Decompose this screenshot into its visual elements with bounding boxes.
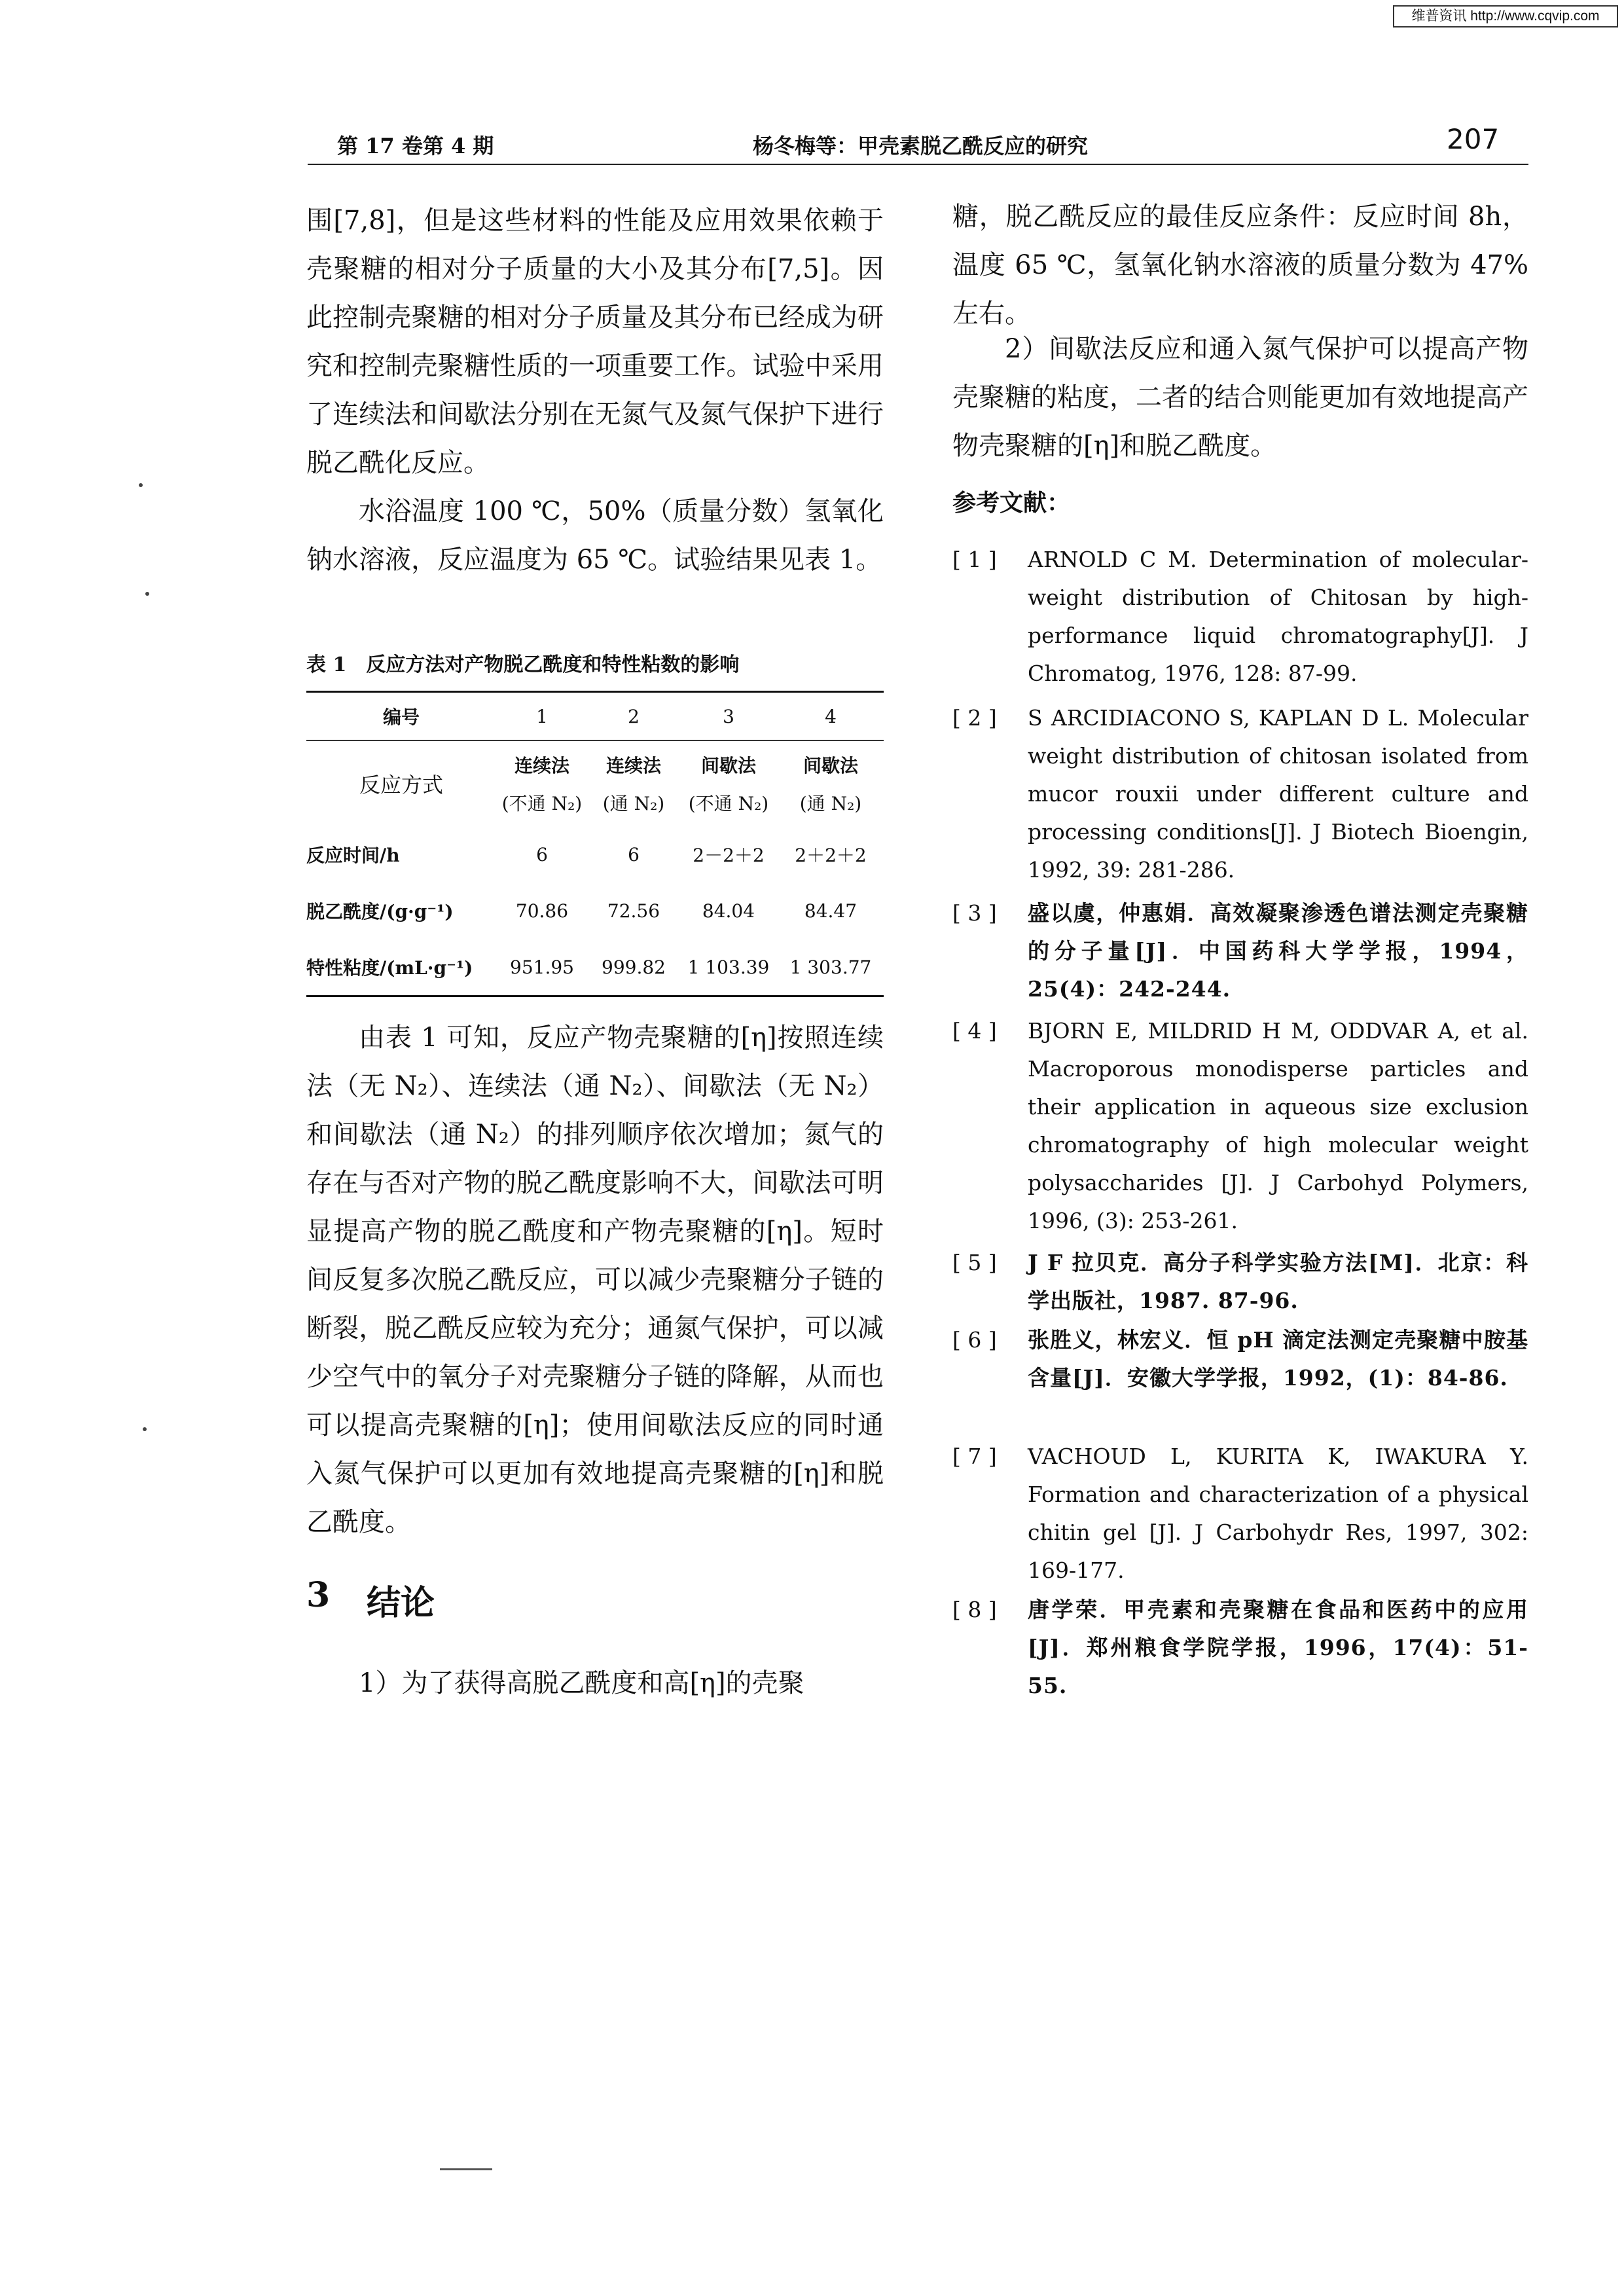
section-number: 3	[306, 1575, 331, 1615]
reference-number: [ 8 ]	[952, 1597, 997, 1622]
header-rule	[308, 164, 1528, 165]
reference-item	[952, 1244, 1528, 1320]
left-paragraph-2: 水浴温度 100 ℃，50%（质量分数）氢氧化钠水溶液，反应温度为 65 ℃。试验结果见表 1。	[306, 496, 884, 575]
table-cell: 951.95	[510, 956, 574, 978]
reference-item	[952, 1438, 1528, 1590]
reference-text: 盛以虞，仲惠娟．高效凝聚渗透色谱法测定壳聚糖的分子量[J]．中国药科大学学报，1994，25(4)：242-244.	[1028, 900, 1528, 1002]
table-cell: 2－2＋2	[693, 845, 765, 866]
scan-mark	[440, 2168, 492, 2170]
th-1: 1	[536, 705, 548, 727]
reference-number: [ 5 ]	[952, 1250, 997, 1275]
table-cell: 70.86	[515, 900, 569, 922]
reference-text: J F 拉贝克．高分子科学实验方法[M]．北京：科学出版社，1987. 87-96.	[1028, 1250, 1528, 1313]
scan-speck	[139, 483, 143, 487]
table-header-row	[306, 693, 884, 740]
table-cell: 1 303.77	[789, 956, 872, 978]
watermark-link[interactable]: 维普资讯 http://www.cqvip.com	[1393, 5, 1618, 27]
table-cell: 84.04	[702, 900, 755, 922]
reference-text: ARNOLD C M. Determination of molecular-weight distribution of Chitosan by high-performance liquid chromatography[J]. J Chromatog, 1976, 128: 87-99.	[1028, 547, 1528, 686]
reference-number: [ 1 ]	[952, 547, 997, 572]
table-cell: 6	[536, 843, 548, 866]
table-row	[306, 883, 884, 939]
journal-volume-issue: 第 17 卷第 4 期	[337, 134, 494, 158]
th-id: 编号	[382, 706, 420, 728]
section-title: 结论	[367, 1583, 435, 1623]
th-2: 2	[628, 705, 640, 727]
table-cell: 2＋2＋2	[795, 845, 867, 866]
row-label-method: 反应方式	[359, 773, 443, 797]
th-4: 4	[825, 705, 837, 727]
table-row	[306, 826, 884, 883]
table-cell: 1 103.39	[687, 956, 770, 978]
left-paragraph-1: 围[7,8]，但是这些材料的性能及应用效果依赖于壳聚糖的相对分子质量的大小及其分布[7,5]。因此控制壳聚糖的相对分子质量及其分布已经成为研究和控制壳聚糖性质的一项重要工作。试验中采用了连续法和间歇法分别在无氮气及氮气保护下进行脱乙酰化反应。	[306, 206, 884, 478]
table-cell: 间歇法 (不通 N₂)	[688, 755, 769, 814]
reference-item	[952, 1321, 1528, 1397]
reference-text: VACHOUD L, KURITA K, IWAKURA Y. Formation and characterization of a physical chitin gel [J]. J Carbohydr Res, 1997, 302: 169-177.	[1028, 1444, 1528, 1583]
table-1-title: 表 1 反应方法对产物脱乙酰度和特性粘数的影响	[306, 653, 740, 676]
reference-text: S ARCIDIACONO S, KAPLAN D L. Molecular weight distribution of chitosan isolated from mucor rouxii under different culture and processing conditions[J]. J Biotech Bioengin, 1992, 39: 281-286.	[1028, 705, 1528, 883]
table-row	[306, 939, 884, 995]
table-row	[306, 741, 884, 826]
table-1	[306, 691, 884, 997]
row-label-deacetylation: 脱乙酰度/(g·g⁻¹)	[306, 901, 454, 922]
reference-number: [ 7 ]	[952, 1444, 997, 1469]
reference-item	[952, 894, 1528, 1008]
reference-number: [ 4 ]	[952, 1018, 997, 1044]
table-cell: 72.56	[607, 900, 660, 922]
scan-speck	[143, 1427, 147, 1431]
reference-number: [ 3 ]	[952, 900, 997, 926]
reference-number: [ 2 ]	[952, 705, 997, 731]
running-title: 杨冬梅等：甲壳素脱乙酰反应的研究	[753, 134, 1089, 158]
reference-text: 唐学荣．甲壳素和壳聚糖在食品和医药中的应用[J]．郑州粮食学院学报，1996，17(4)：51-55.	[1028, 1597, 1528, 1698]
reference-text: 张胜义，林宏义．恒 pH 滴定法测定壳聚糖中胺基含量[J]．安徽大学学报，1992，(1)：84-86.	[1028, 1327, 1528, 1391]
reference-item	[952, 1591, 1528, 1705]
table-cell: 84.47	[804, 900, 857, 922]
reference-item	[952, 699, 1528, 889]
reference-item	[952, 541, 1528, 693]
table-cell: 999.82	[602, 956, 666, 978]
left-paragraph-4: 1）为了获得高脱乙酰度和高[η]的壳聚	[359, 1668, 804, 1698]
row-label-viscosity: 特性粘度/(mL·g⁻¹)	[306, 957, 473, 979]
right-paragraph-1: 糖，脱乙酰反应的最佳反应条件：反应时间 8h，温度 65 ℃，氢氧化钠水溶液的质量分数为 47%左右。	[952, 202, 1528, 329]
table-bottom-rule	[306, 995, 884, 997]
table-cell: 间歇法 (通 N₂)	[799, 755, 862, 814]
table-cell: 连续法 (不通 N₂)	[501, 755, 583, 814]
th-3: 3	[723, 705, 734, 727]
page-number: 207	[1447, 123, 1500, 155]
reference-text: BJORN E, MILDRID H M, ODDVAR A, et al. Macroporous monodisperse particles and their application in aqueous size exclusion chromatography of high molecular weight polysaccharides [J]. J Carbohyd Polymers, 1996, (3): 253-261.	[1028, 1018, 1528, 1233]
right-paragraph-2: 2）间歇法反应和通入氮气保护可以提高产物壳聚糖的粘度，二者的结合则能更加有效地提高产物壳聚糖的[η]和脱乙酰度。	[952, 334, 1528, 461]
table-cell: 连续法 (通 N₂)	[602, 755, 665, 814]
reference-item	[952, 1012, 1528, 1240]
table-cell: 6	[628, 843, 640, 866]
scan-speck	[145, 592, 149, 596]
reference-number: [ 6 ]	[952, 1327, 997, 1353]
references-heading: 参考文献：	[952, 489, 1071, 517]
left-paragraph-3: 由表 1 可知，反应产物壳聚糖的[η]按照连续法（无 N₂）、连续法（通 N₂）、间歇法（无 N₂）和间歇法（通 N₂）的排列顺序依次增加；氮气的存在与否对产物的脱乙酰度影响不大，间歇法可明显提高产物的脱乙酰度和产物壳聚糖的[η]。短时间反复多次脱乙酰反应，可以减少壳聚糖分子链的断裂，脱乙酰反应较为充分；通氮气保护，可以减少空气中的氧分子对壳聚糖分子链的降解，从而也可以提高壳聚糖的[η]；使用间歇法反应的同时通入氮气保护可以更加有效地提高壳聚糖的[η]和脱乙酰度。	[306, 1023, 884, 1537]
row-label-time: 反应时间/h	[306, 845, 400, 866]
